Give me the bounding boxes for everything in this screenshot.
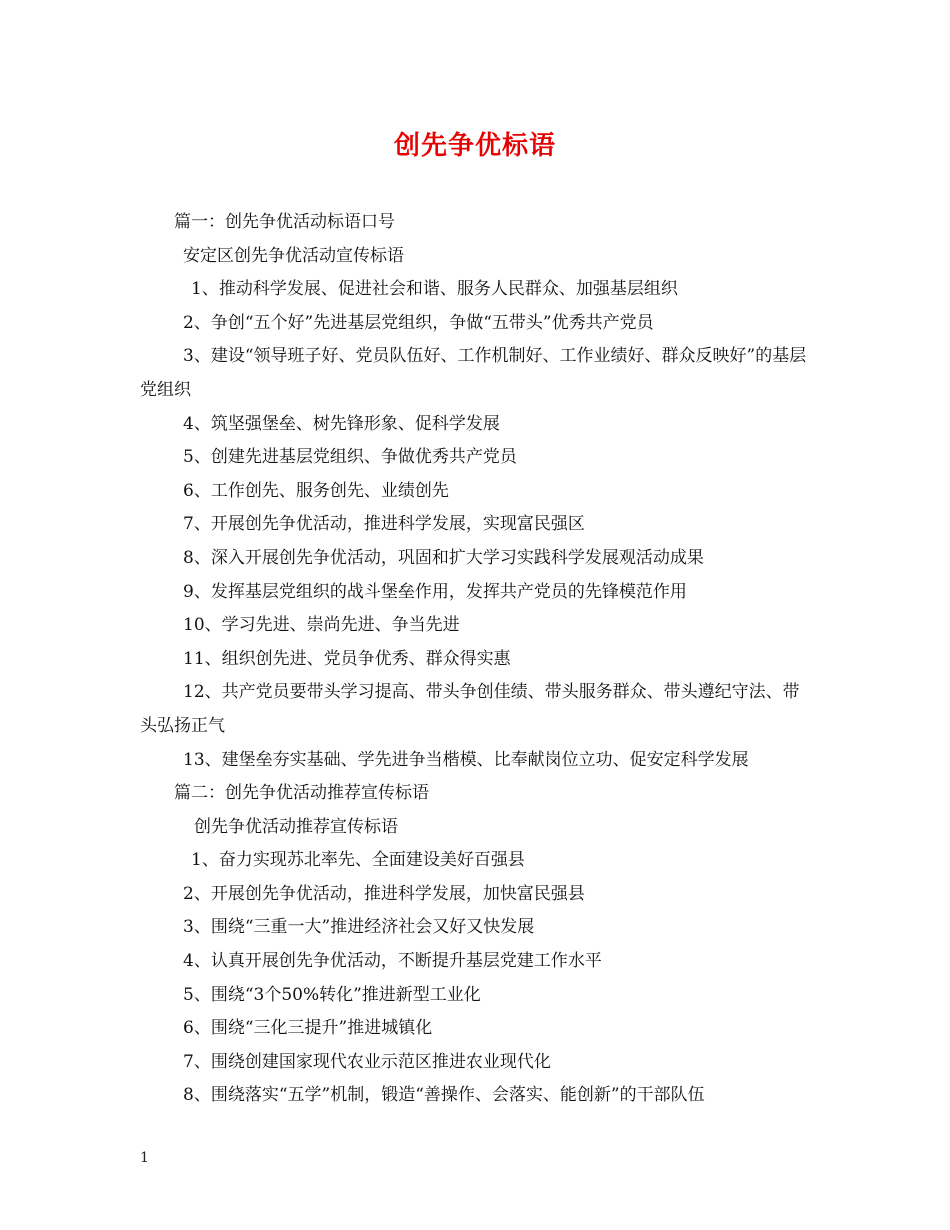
slogan-line: 4、筑坚强堡垒、树先锋形象、促科学发展 — [183, 413, 500, 434]
slogan-line: 4、认真开展创先争优活动，不断提升基层党建工作水平 — [183, 951, 602, 972]
slogan-line: 11、组织创先进、党员争优秀、群众得实惠 — [183, 648, 511, 669]
slogan-line: 8、深入开展创先争优活动，巩固和扩大学习实践科学发展观活动成果 — [183, 547, 704, 568]
slogan-line: 5、围绕“3个50%转化”推进新型工业化 — [183, 984, 481, 1005]
slogan-line: 3、围绕“三重一大”推进经济社会又好又快发展 — [183, 917, 535, 938]
slogan-line: 10、学习先进、崇尚先进、争当先进 — [183, 615, 460, 636]
slogan-line: 2、争创“五个好”先进基层党组织，争做“五带头”优秀共产党员 — [183, 312, 654, 333]
slogan-line: 13、建堡垒夯实基础、学先进争当楷模、比奉献岗位立功、促安定科学发展 — [183, 749, 749, 770]
slogan-line: 1、推动科学发展、促进社会和谐、服务人民群众、加强基层组织 — [191, 279, 678, 300]
slogan-line: 2、开展创先争优活动，推进科学发展，加快富民强县 — [183, 883, 585, 904]
page-number: 1 — [140, 1150, 149, 1166]
slogan-line: 12、共产党员要带头学习提高、带头争创佳绩、带头服务群众、带头遵纪守法、带头弘扬正气 — [140, 682, 800, 736]
slogan-line: 3、建设“领导班子好、党员队伍好、工作机制好、工作业绩好、群众反映好”的基层党组织 — [140, 346, 807, 400]
document-body — [140, 206, 812, 1113]
slogan-line: 5、创建先进基层党组织、争做优秀共产党员 — [183, 447, 517, 468]
slogan-line: 7、围绕创建国家现代农业示范区推进农业现代化 — [183, 1051, 551, 1072]
slogan-line: 7、开展创先争优活动，推进科学发展，实现富民强区 — [183, 514, 585, 535]
section-subheading-1: 安定区创先争优活动宣传标语 — [183, 245, 404, 266]
slogan-line: 1、奋力实现苏北率先、全面建设美好百强县 — [191, 850, 525, 871]
section-heading-2: 篇二：创先争优活动推荐宣传标语 — [174, 783, 429, 804]
slogan-line: 9、发挥基层党组织的战斗堡垒作用，发挥共产党员的先锋模范作用 — [183, 581, 687, 602]
slogan-line: 8、围绕落实“五学”机制，锻造“善操作、会落实、能创新”的干部队伍 — [183, 1085, 705, 1106]
section-heading-1: 篇一：创先争优活动标语口号 — [174, 212, 395, 232]
document-title: 创先争优标语 — [393, 131, 556, 161]
section-subheading-2: 创先争优活动推荐宣传标语 — [194, 816, 398, 837]
slogan-line: 6、工作创先、服务创先、业绩创先 — [183, 480, 449, 501]
slogan-line: 6、围绕“三化三提升”推进城镇化 — [183, 1018, 433, 1039]
